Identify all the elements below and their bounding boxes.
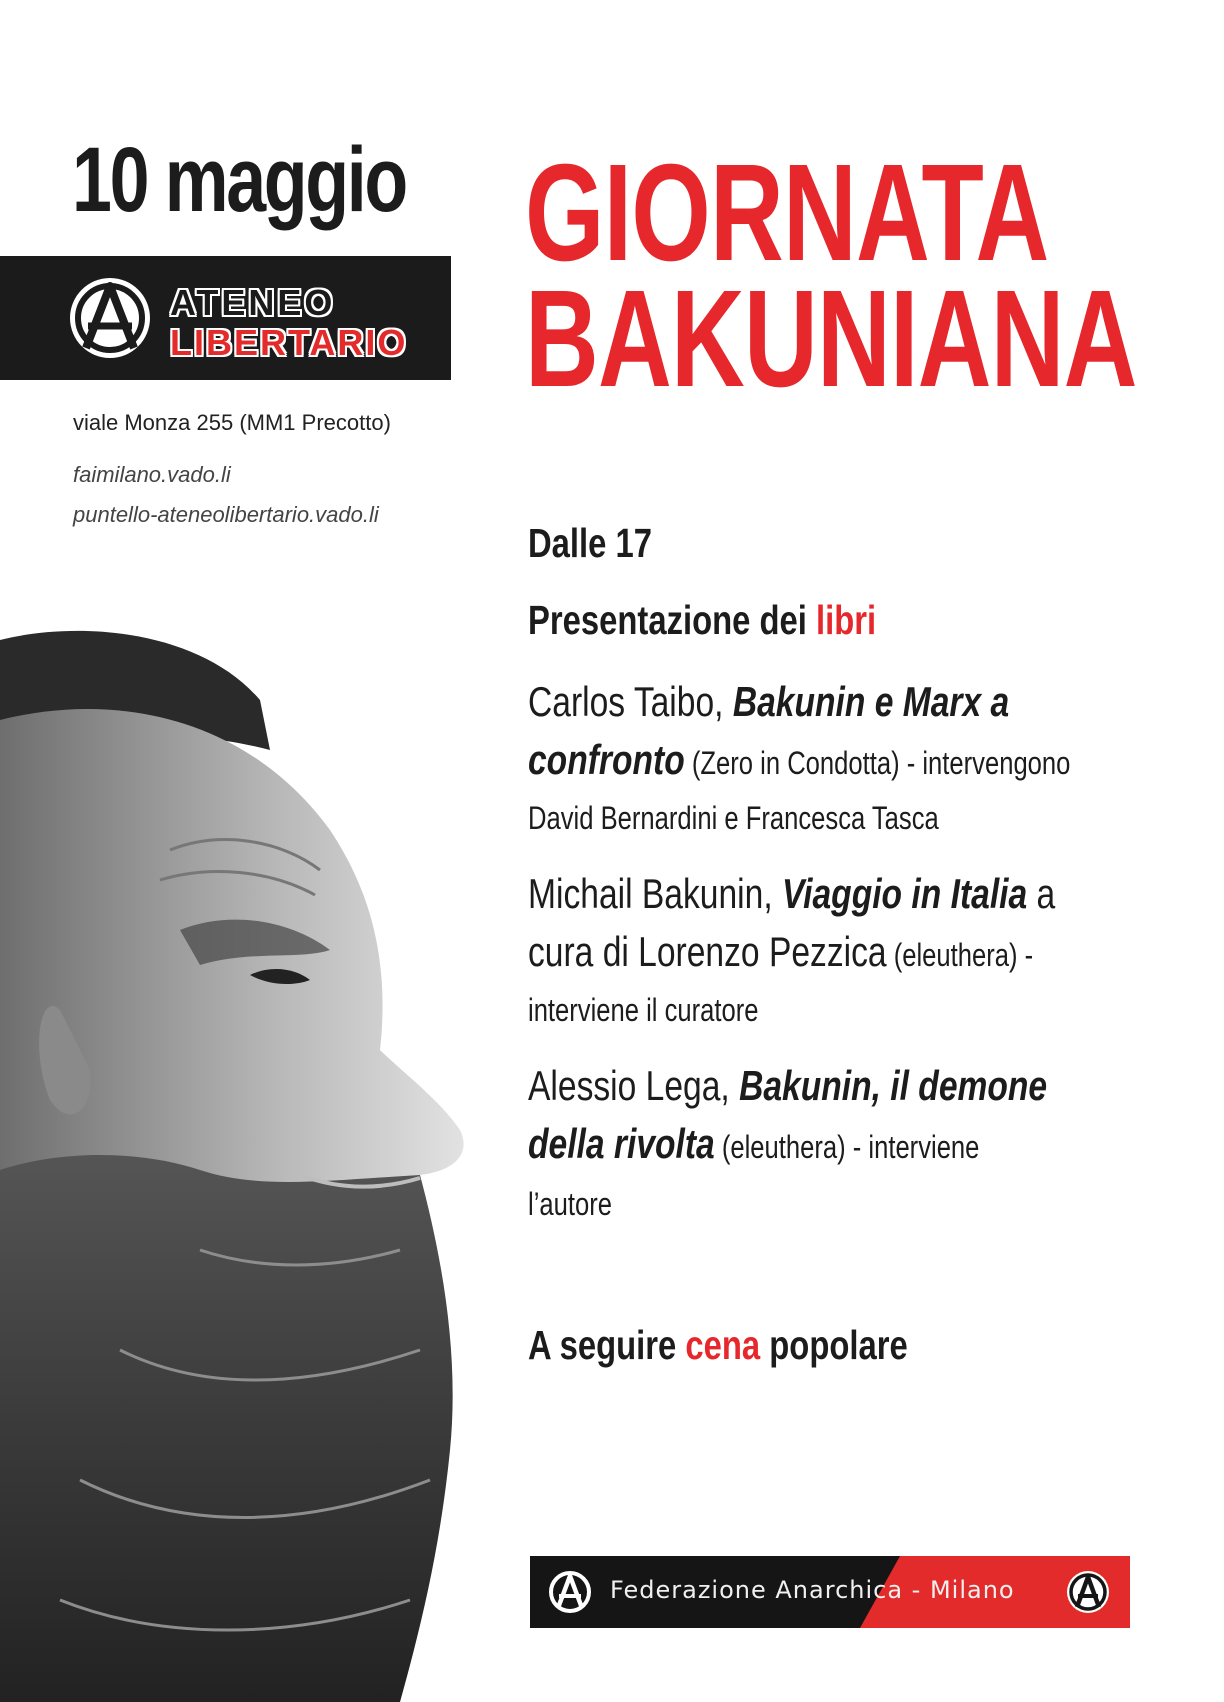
presentation-highlight: libri — [816, 597, 877, 643]
dinner-line — [528, 1322, 908, 1369]
book-3-line-1 — [528, 1062, 1047, 1110]
book-1-line-2 — [528, 736, 1070, 784]
logo-text-libertario: LIBERTARIO — [170, 322, 408, 363]
book-3-title-part2: della rivolta — [528, 1120, 715, 1167]
book-1-title-part1: Bakunin e Marx a — [732, 678, 1010, 725]
book-3-line-3: l’autore — [528, 1186, 612, 1222]
book-2-line1-rest: a — [1027, 870, 1056, 917]
book-2-editor: cura di Lorenzo Pezzica — [528, 928, 887, 975]
book-2-line-1 — [528, 870, 1055, 918]
presentation-prefix: Presentazione dei — [528, 597, 817, 643]
anarchy-symbol-icon — [68, 276, 152, 360]
ateneo-libertario-logo — [0, 256, 451, 380]
book-3-author: Alessio Lega, — [528, 1062, 740, 1109]
title-line-1: GIORNATA — [525, 136, 1049, 290]
book-1-title-part2: confronto — [528, 736, 685, 783]
book-3-title-part1: Bakunin, il demone — [739, 1062, 1048, 1109]
book-1-line-3: David Bernardini e Francesca Tasca — [528, 800, 939, 836]
book-3-publisher: (eleuthera) - interviene — [714, 1129, 980, 1165]
book-1-publisher: (Zero in Condotta) - intervengono — [684, 745, 1071, 781]
book-2-author: Michail Bakunin, — [528, 870, 782, 917]
book-2-title: Viaggio in Italia — [781, 870, 1028, 917]
book-1-line-1 — [528, 678, 1009, 726]
website-link-ateneo[interactable]: puntello-ateneolibertario.vado.li — [73, 502, 379, 527]
event-date: 10 maggio — [72, 129, 406, 231]
federation-name: Federazione Anarchica - Milano — [610, 1576, 1015, 1604]
anarchy-symbol-icon — [548, 1570, 592, 1614]
book-3-line-2 — [528, 1120, 979, 1168]
start-time: Dalle 17 — [528, 520, 652, 566]
portrait-illustration — [0, 630, 500, 1702]
book-1-author: Carlos Taibo, — [528, 678, 733, 725]
book-2-publisher: (eleuthera) - — [886, 937, 1034, 973]
book-2-line-3: interviene il curatore — [528, 992, 759, 1028]
dinner-prefix: A seguire — [528, 1322, 686, 1368]
title-line-2: BAKUNIANA — [525, 262, 1137, 416]
anarchy-symbol-icon — [1066, 1570, 1110, 1614]
dinner-highlight: cena — [685, 1322, 761, 1368]
logo-text-ateneo: ATENEO — [170, 282, 336, 323]
book-2-line-2 — [528, 928, 1033, 976]
dinner-suffix: popolare — [760, 1322, 908, 1368]
venue-address: viale Monza 255 (MM1 Precotto) — [73, 410, 391, 435]
website-link-fai[interactable]: faimilano.vado.li — [73, 462, 231, 487]
federation-banner — [530, 1556, 1130, 1628]
presentation-heading — [528, 597, 876, 644]
